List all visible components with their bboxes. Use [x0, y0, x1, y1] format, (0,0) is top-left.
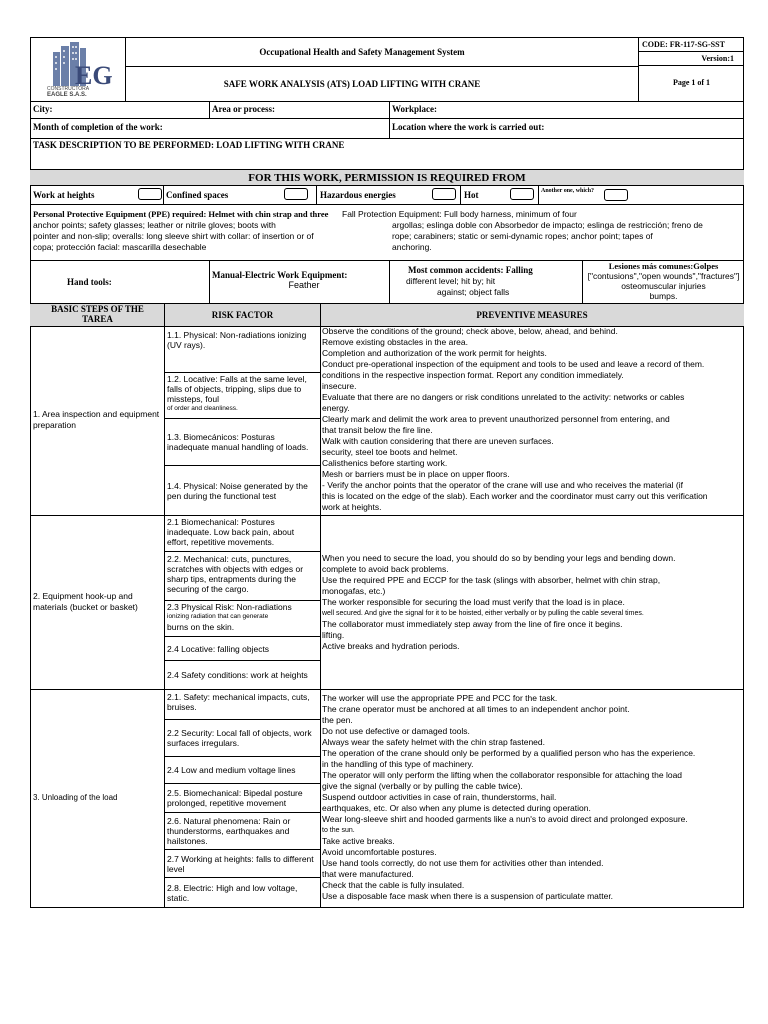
- divider: [316, 186, 317, 204]
- risk-factor: [165, 419, 320, 466]
- risk-factor-text: 1.4. Physical: Noise generated by the pen during the functional test: [167, 480, 308, 501]
- month-field: Month of completion of the work:: [33, 122, 163, 132]
- risk-factor-small: of order and cleanliness.: [167, 405, 238, 412]
- preventive-measure-line: earthquakes, etc. Or also when any plume is detected during operation.: [322, 803, 591, 813]
- risk-factor-text: 2.3 Physical Risk: Non-radiations: [167, 602, 292, 612]
- document-code: CODE: FR-117-SG-SST: [639, 38, 744, 52]
- risk-factor-text: 1.2. Locative: Falls at the same level, falls of objects, tripping, slips due to missteps, foul: [167, 374, 307, 404]
- divider: [320, 304, 321, 908]
- risk-factor-text: 2.4 Safety conditions: work at heights: [167, 670, 308, 680]
- preventive-measure-line: the pen.: [322, 715, 353, 725]
- manual-electric-equipment: [212, 270, 388, 290]
- preventive-measure-line: Use a disposable face mask when there is a suspension of particulate matter.: [322, 891, 614, 901]
- risk-factor: [165, 516, 320, 552]
- task-description: TASK DESCRIPTION TO BE PERFORMED: LOAD LIFTING WITH CRANE: [33, 140, 345, 150]
- preventive-measure-line: Clearly mark and delimit the work area to prevent unauthorized personnel from entering, and: [322, 414, 670, 424]
- risk-factor-text: 2.8. Electric: High and low voltage, static.: [167, 882, 298, 903]
- preventive-measure-line: The operator will only perform the lifting when the collaborator responsible for attaching the load: [322, 770, 683, 780]
- preventive-measure-line: well secured. And give the signal for it to be hoisted, either verbally or by pulling the cable several times.: [322, 610, 644, 617]
- permission-another-checkbox[interactable]: [604, 189, 628, 201]
- manual-electric-value: Feather: [288, 280, 320, 290]
- risk-factor-text: 2.5. Biomechanical: Bipedal posture prolonged, repetitive movement: [167, 788, 303, 808]
- accidents-line: against; object falls: [437, 287, 510, 297]
- risk-factor-text: 2.1 Biomechanical: Postures inadequate. Low back pain, about effort, repetitive movements.: [167, 517, 295, 547]
- preventive-measures-step-2: [322, 553, 742, 652]
- logo-subtitle-2: EAGLE S.A.S.: [47, 92, 87, 98]
- preventive-measure-line: insecure.: [322, 381, 357, 391]
- risk-factor: [165, 601, 320, 637]
- fall-protection-cont: [392, 220, 703, 253]
- preventive-measure-line: - Verify the anchor points that the operator of the crane will use and who receives the material (if: [322, 480, 683, 490]
- preventive-measure-line: complete to avoid back problems.: [322, 564, 449, 574]
- code-cell: [638, 38, 744, 101]
- risk-factor: [165, 327, 320, 373]
- permission-energies-label: Hazardous energies: [320, 190, 396, 200]
- preventive-measure-line: The operation of the crane should only be performed by a qualified person who has the experience.: [322, 748, 696, 758]
- preventive-measure-line: Wear long-sleeve shirt and hooded garments like a nun's to avoid direct and prolonged exposure.: [322, 814, 688, 824]
- risk-factor-text: 2.7 Working at heights: falls to different level: [167, 853, 314, 874]
- accidents-line: different level; hit by; hit: [406, 276, 496, 286]
- injuries-label: Lesiones más comunes:Golpes: [608, 261, 719, 271]
- preventive-measure-line: The worker responsible for securing the load must verify that the load is in place.: [322, 597, 625, 607]
- header-basic-steps: BASIC STEPS OF THE TAREA: [51, 304, 144, 324]
- risk-factor: [165, 466, 320, 515]
- preventive-measure-line: The crane operator must be anchored at all times to an independent anchor point.: [322, 704, 630, 714]
- preventive-measure-line: lifting.: [322, 630, 345, 640]
- risk-factor-text: 1.1. Physical: Non-radiations ionizing (UV rays).: [167, 330, 307, 350]
- hand-tools: Hand tools:: [67, 277, 112, 287]
- preventive-measure-line: Observe the conditions of the ground; check above, below, ahead, and behind.: [322, 326, 618, 336]
- permission-title: FOR THIS WORK, PERMISSION IS REQUIRED FROM: [30, 169, 744, 186]
- location-field: Location where the work is carried out:: [392, 122, 545, 132]
- preventive-measure-line: in the handling of this type of machinery.: [322, 759, 474, 769]
- risk-factor-text: 2.4 Locative: falling objects: [167, 643, 270, 654]
- permission-energies-checkbox[interactable]: [432, 188, 456, 200]
- preventive-measure-line: Take active breaks.: [322, 836, 395, 846]
- ppe-line: Personal Protective Equipment (PPE) required: Helmet with chin strap and three: [33, 209, 329, 219]
- permission-heights-checkbox[interactable]: [138, 188, 162, 200]
- preventive-measure-line: Calisthenics before starting work.: [322, 458, 448, 468]
- document-page: Page 1 of 1: [672, 78, 711, 87]
- risk-factor: [165, 552, 320, 601]
- preventive-measure-line: monogafas, etc.): [322, 586, 386, 596]
- divider: [209, 101, 210, 118]
- divider: [209, 260, 210, 303]
- fall-protection: [342, 209, 577, 220]
- logo-cell: [31, 38, 126, 101]
- preventive-measure-line: Walk with caution considering that there are uneven surfaces.: [322, 436, 554, 446]
- ppe-line: pointer and non-slip; overalls: long sleeve shirt with collar: of insertion or of: [33, 231, 314, 241]
- preventive-measure-line: conditions in the respective inspection format. Report any condition immediately.: [322, 370, 624, 380]
- risk-factor: [165, 661, 320, 689]
- preventive-measure-line: security, steel toe boots and helmet.: [322, 447, 458, 457]
- fall-protection-line: rope; carabiners; static or semi-dynamic ropes; anchor point; tapes of: [392, 231, 653, 241]
- injuries-line: osteomuscular injuries: [621, 281, 706, 291]
- preventive-measure-line: Completion and authorization of the work permit for heights.: [322, 348, 547, 358]
- header-risk-factor: RISK FACTOR: [211, 310, 274, 320]
- risk-factor: [165, 637, 320, 661]
- preventive-measure-line: The worker will use the appropriate PPE and PCC for the task.: [322, 693, 558, 703]
- risk-factor: [165, 690, 320, 720]
- risk-factor: [165, 784, 320, 813]
- divider: [389, 260, 390, 303]
- divider: [538, 186, 539, 204]
- risk-factor-text: burns on the skin.: [167, 622, 235, 632]
- step-1-label: 1. Area inspection and equipment preparation: [33, 409, 160, 430]
- divider: [30, 101, 744, 102]
- city-field: City:: [33, 104, 53, 114]
- preventive-measure-line: Active breaks and hydration periods.: [322, 641, 460, 651]
- permission-confined-checkbox[interactable]: [284, 188, 308, 200]
- preventive-measure-line: that transit below the fire line.: [322, 425, 433, 435]
- risk-factor-small: ionizing radiation that can generate: [167, 613, 269, 620]
- system-title: Occupational Health and Safety Management System: [126, 38, 638, 67]
- risk-factor-text: 2.2 Security: Local fall of objects, work surfaces irregulars.: [167, 728, 312, 748]
- injuries-line: ["contusions","open wounds","fractures"]: [587, 271, 740, 281]
- preventive-measure-line: The collaborator must immediately step away from the line of fire once it begins.: [322, 619, 623, 629]
- permission-hot-checkbox[interactable]: [510, 188, 534, 200]
- preventive-measure-line: Avoid uncomfortable postures.: [322, 847, 437, 857]
- preventive-measure-line: give the signal (verbally or by pulling the cable twice).: [322, 781, 523, 791]
- risk-factor: [165, 850, 320, 878]
- ppe-line: copa; protección facial: mascarilla desechable: [33, 242, 207, 252]
- divider: [30, 204, 744, 205]
- preventive-measure-line: to the sun.: [322, 827, 355, 834]
- permission-confined-label: Confined spaces: [166, 190, 229, 200]
- risk-factor: [165, 878, 320, 907]
- step-3-label: 3. Unloading of the load: [33, 793, 118, 802]
- header-preventive-measures: PREVENTIVE MEASURES: [476, 310, 588, 320]
- preventive-measure-line: this is located on the edge of the slab). Each worker and the coordinator must carry out this verification: [322, 491, 708, 501]
- company-logo: [31, 38, 126, 101]
- preventive-measure-line: energy.: [322, 403, 350, 413]
- divider: [163, 186, 164, 204]
- preventive-measure-line: Do not use defective or damaged tools.: [322, 726, 470, 736]
- fall-protection-line: argollas; eslinga doble con Absorbedor de impacto; eslinga de restricción; freno de: [392, 220, 703, 230]
- accidents-label: Most common accidents: Falling: [408, 265, 533, 275]
- divider: [389, 101, 390, 138]
- risk-factor-text: 2.4 Low and medium voltage lines: [167, 765, 296, 775]
- risk-factor: [165, 757, 320, 784]
- common-injuries: [583, 261, 744, 301]
- fall-protection-line: anchoring.: [392, 242, 432, 252]
- preventive-measure-line: Mesh or barriers must be in place on upper floors.: [322, 469, 510, 479]
- preventive-measure-line: When you need to secure the load, you should do so by bending your legs and bending down.: [322, 553, 676, 563]
- preventive-measure-line: Conduct pre-operational inspection of the equipment and tools to be used and leave a record of them.: [322, 359, 705, 369]
- risk-factor-text: 1.3. Biomecánicos: Posturas inadequate manual handling of loads.: [167, 432, 309, 452]
- preventive-measure-line: that were manufactured.: [322, 869, 414, 879]
- logo-letters: EG: [75, 61, 113, 90]
- preventive-measure-line: work at heights.: [322, 502, 382, 512]
- risk-factor: [165, 813, 320, 850]
- preventive-measures-step-3: [322, 693, 742, 902]
- preventive-measure-line: Remove existing obstacles in the area.: [322, 337, 468, 347]
- divider: [460, 186, 461, 204]
- fall-protection-line: Fall Protection Equipment: Full body harness, minimum of four: [342, 209, 577, 219]
- divider: [30, 118, 744, 119]
- risk-factor-text: 2.6. Natural phenomena: Rain or thunderstorms, earthquakes and hailstones.: [167, 816, 291, 846]
- risk-factor: [165, 373, 320, 419]
- injuries-line: bumps.: [649, 291, 678, 301]
- permission-another-label: Another one, which?: [541, 188, 595, 194]
- common-accidents: [392, 265, 582, 298]
- divider: [30, 689, 744, 690]
- preventive-measure-line: Use hand tools correctly, do not use them for activities other than intended.: [322, 858, 604, 868]
- preventive-measure-line: Suspend outdoor activities in case of rain, thunderstorms, hail.: [322, 792, 557, 802]
- risk-factor-text: 2.1. Safety: mechanical impacts, cuts, bruises.: [167, 692, 310, 712]
- manual-electric-label: Manual-Electric Work Equipment:: [212, 270, 348, 280]
- area-field: Area or process:: [212, 104, 275, 114]
- preventive-measure-line: Check that the cable is fully insulated.: [322, 880, 465, 890]
- document-version: Version:1: [639, 52, 744, 66]
- logo-subtitle-1: CONSTRUCTORA: [47, 86, 90, 92]
- step-2-label: 2. Equipment hook-up and materials (bucket or basket): [33, 591, 138, 612]
- workplace-field: Workplace:: [392, 104, 437, 114]
- risk-factor: [165, 720, 320, 757]
- preventive-measures-step-1: [322, 326, 742, 513]
- preventive-measure-line: Evaluate that there are no dangers or risk conditions unrelated to the activity: networks or cables: [322, 392, 685, 402]
- preventive-measure-line: Always wear the safety helmet with the chin strap fastened.: [322, 737, 546, 747]
- document-title: SAFE WORK ANALYSIS (ATS) LOAD LIFTING WITH CRANE: [223, 79, 481, 89]
- ppe-required: [33, 209, 328, 253]
- permission-hot-label: Hot: [464, 190, 479, 200]
- preventive-measure-line: Use the required PPE and ECCP for the task (slings with absorber, helmet with chin strap,: [322, 575, 661, 585]
- ppe-line: anchor points; safety glasses; leather or nitrile gloves; boots with: [33, 220, 276, 230]
- permission-heights-label: Work at heights: [33, 190, 95, 200]
- risk-factor-text: 2.2. Mechanical: cuts, punctures, scratches with objects with edges or sharp tips, entrapments during the securing of the cargo.: [167, 554, 304, 594]
- divider: [30, 138, 744, 139]
- divider: [30, 515, 744, 516]
